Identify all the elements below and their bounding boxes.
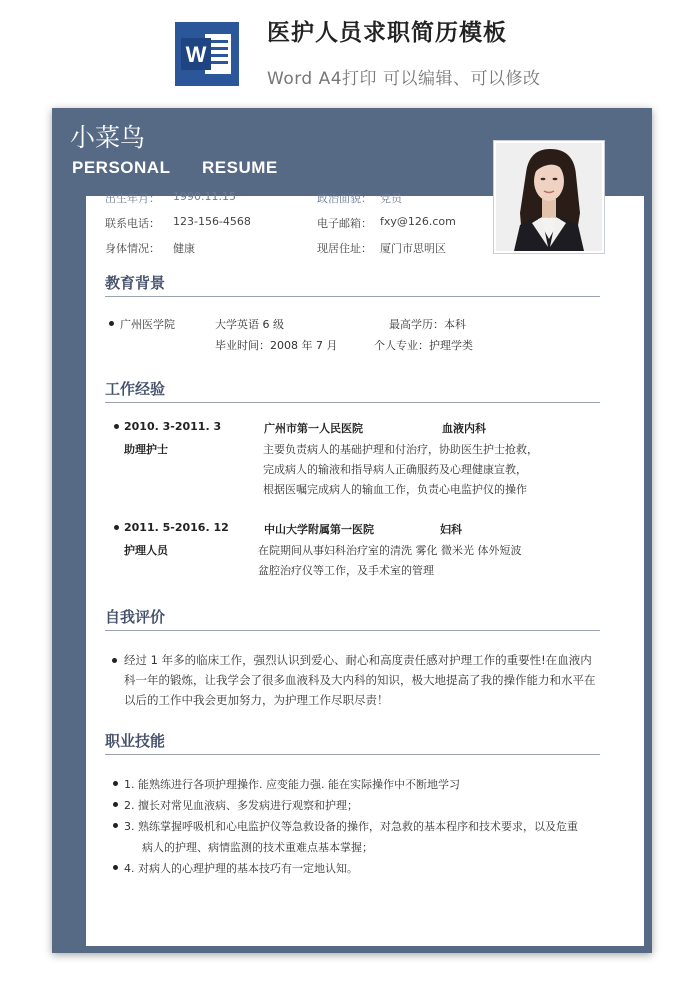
banner-personal: PERSONAL — [72, 158, 171, 177]
birth-value: 1990.11.15 — [173, 190, 236, 203]
job1-line: 完成病人的输液和指导病人正确服药及心理健康宣教， — [263, 463, 527, 476]
experience-title: 工作经验 — [105, 380, 166, 398]
self-eval-title: 自我评价 — [105, 608, 166, 626]
edu-graduation: 毕业时间：2008 年 7 月 — [215, 339, 338, 352]
education-title: 教育背景 — [105, 274, 166, 292]
job2-line: 在院期间从事妇科治疗室的清洗 雾化 微米光 体外短波 — [258, 544, 522, 557]
phone-value: 123-156-4568 — [173, 215, 251, 228]
phone-label: 联系电话： — [105, 217, 160, 230]
page-title: 医护人员求职简历模板 — [267, 20, 507, 46]
bullet-dot — [109, 321, 114, 326]
bullet-dot — [113, 865, 118, 870]
email-label: 电子邮箱： — [317, 217, 372, 230]
self-eval-line: 以后的工作中我会更加努力，为护理工作尽职尽责！ — [124, 693, 389, 707]
word-icon — [175, 22, 239, 86]
applicant-name: 小菜鸟 — [70, 123, 146, 152]
self-eval-line: 科一年的锻炼，让我学会了很多血液科及大内科的知识，极大地提高了我的操作能力和水平在 — [124, 673, 596, 687]
edu-degree: 最高学历：本科 — [389, 318, 466, 331]
skill-item: 4. 对病人的心理护理的基本技巧有一定地认知。 — [124, 862, 358, 875]
bottom-band — [52, 946, 652, 953]
job2-department: 妇科 — [440, 523, 462, 536]
skills-title: 职业技能 — [105, 732, 166, 750]
job1-role: 助理护士 — [124, 443, 168, 456]
birth-label: 出生年月： — [105, 192, 160, 205]
experience-divider — [105, 402, 600, 403]
self-eval-divider — [105, 630, 600, 631]
self-eval-line: 经过 1 年多的临床工作，强烈认识到爱心、耐心和高度责任感对护理工作的重要性!在血液内 — [124, 653, 592, 667]
job1-department: 血液内科 — [442, 422, 486, 435]
job2-role: 护理人员 — [124, 544, 168, 557]
bullet-dot — [112, 658, 117, 663]
address-label: 现居住址： — [317, 242, 372, 255]
resume-paper — [52, 108, 652, 953]
bullet-dot — [113, 781, 118, 786]
skill-item: 3. 熟练掌握呼吸机和心电监护仪等急救设备的操作，对急救的基本程序和技术要求，以及危重 — [124, 820, 578, 833]
skill-item-continuation: 病人的护理、病情监测的技术重难点基本掌握； — [142, 841, 373, 854]
edu-major: 个人专业：护理学类 — [374, 339, 473, 352]
right-band — [644, 108, 652, 953]
politics-value: 党员 — [380, 192, 402, 205]
page-subtitle: Word A4打印 可以编辑、可以修改 — [267, 69, 541, 89]
edu-english: 大学英语 6 级 — [215, 318, 284, 331]
portrait-photo — [494, 141, 604, 253]
job1-period: 2010. 3-2011. 3 — [124, 420, 222, 433]
skill-item: 2. 擅长对常见血液病、多发病进行观察和护理； — [124, 799, 358, 812]
health-label: 身体情况： — [105, 242, 160, 255]
word-icon-letter: W — [185, 42, 207, 67]
left-band — [52, 108, 86, 953]
skills-divider — [105, 754, 600, 755]
bullet-dot — [113, 802, 118, 807]
edu-school: 广州医学院 — [120, 318, 175, 331]
bullet-dot — [114, 525, 119, 530]
banner-resume: RESUME — [202, 158, 278, 177]
address-value: 厦门市思明区 — [380, 242, 446, 255]
job1-hospital: 广州市第一人民医院 — [264, 422, 363, 435]
education-divider — [105, 296, 600, 297]
job2-period: 2011. 5-2016. 12 — [124, 521, 229, 534]
job1-line: 主要负责病人的基础护理和付治疗，协助医生护士抢救， — [263, 443, 538, 456]
skill-item: 1. 能熟练进行各项护理操作. 应变能力强. 能在实际操作中不断地学习 — [124, 778, 460, 791]
job2-hospital: 中山大学附属第一医院 — [264, 523, 374, 536]
bullet-dot — [114, 424, 119, 429]
politics-label: 政治面貌： — [317, 192, 372, 205]
email-value: fxy@126.com — [380, 215, 456, 228]
job1-line: 根据医嘱完成病人的输血工作，负责心电监护仪的操作 — [263, 483, 527, 496]
bullet-dot — [113, 823, 118, 828]
job2-line: 盆腔治疗仪等工作，及手术室的管理 — [258, 564, 434, 577]
health-value: 健康 — [173, 242, 195, 255]
